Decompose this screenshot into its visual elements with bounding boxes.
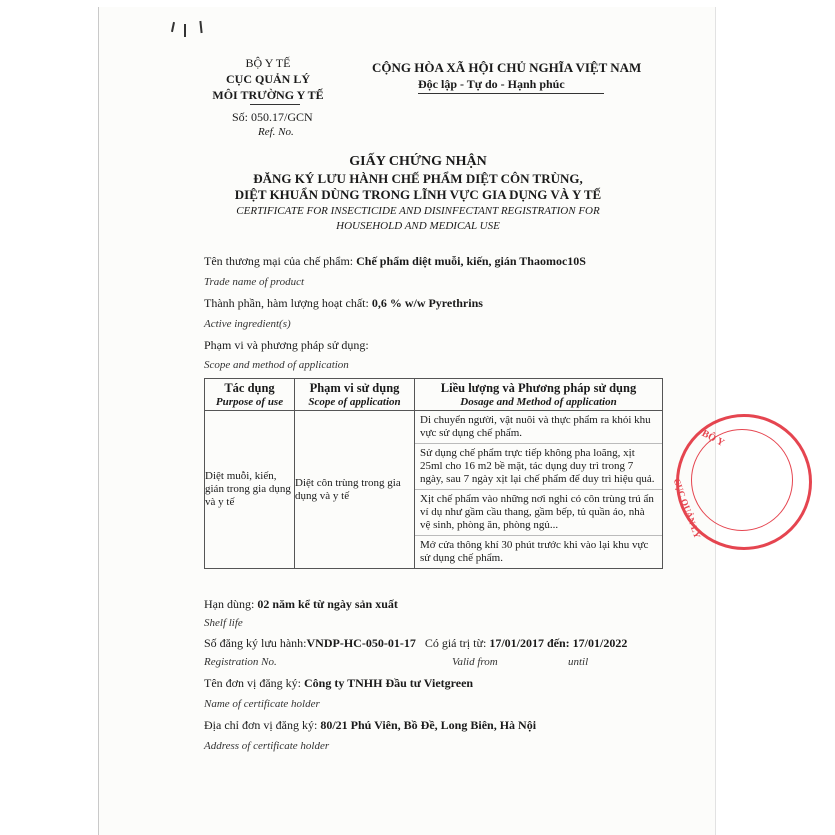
reference-label: Ref. No.	[258, 126, 294, 138]
department-name-line2: MÔI TRƯỜNG Y TẾ	[212, 88, 324, 102]
registration-number: VNDP-HC-050-01-17	[306, 636, 416, 650]
valid-until-label: đến:	[546, 636, 570, 650]
registration-row	[204, 636, 627, 651]
trade-name-en: Trade name of product	[204, 276, 305, 288]
holder-value: Công ty TNHH Đầu tư Vietgreen	[304, 676, 474, 690]
shelf-life-row	[204, 597, 398, 612]
registration-en: Registration No.	[204, 656, 277, 668]
until-en: until	[568, 656, 589, 668]
valid-from-date: 17/01/2017	[489, 636, 544, 650]
certificate-title-en-2: HOUSEHOLD AND MEDICAL USE	[336, 220, 500, 232]
handwritten-mark	[184, 24, 186, 37]
scope-en: Scope and method of application	[204, 359, 349, 371]
certificate-title: GIẤY CHỨNG NHẬN	[349, 154, 487, 169]
scope-cell: Diệt côn trùng trong gia dụng và y tế	[295, 411, 415, 569]
address-value: 80/21 Phú Viên, Bồ Đề, Long Biên, Hà Nội	[320, 718, 537, 732]
registration-label: Số đăng ký lưu hành:	[204, 636, 307, 650]
certificate-subtitle-2: DIỆT KHUẨN DÙNG TRONG LĨNH VỰC GIA DỤNG VÀ Y TẾ	[234, 187, 602, 202]
reference-number: Số: 050.17/GCN	[232, 110, 313, 124]
motto-underline	[418, 93, 604, 94]
table-row	[205, 411, 663, 569]
certificate-subtitle-1: ĐĂNG KÝ LƯU HÀNH CHẾ PHẨM DIỆT CÔN TRÙNG,	[253, 171, 583, 186]
header-dosage: Liều lượng và Phương pháp sử dụng Dosage and Method of application	[415, 379, 663, 411]
dosage-step: Mở cửa thông khí 30 phút trước khi vào lại khu vực sử dụng chế phẩm.	[420, 539, 649, 564]
shelf-life-label: Hạn dùng:	[204, 597, 255, 611]
ingredient-value: 0,6 % w/w Pyrethrins	[371, 296, 483, 310]
national-motto: Độc lập - Tự do - Hạnh phúc	[418, 77, 565, 91]
country-name: CỘNG HÒA XÃ HỘI CHỦ NGHĨA VIỆT NAM	[372, 60, 642, 75]
shelf-life-en: Shelf life	[204, 617, 243, 629]
table-header-row	[205, 379, 663, 411]
holder-en: Name of certificate holder	[204, 698, 320, 710]
seal-text-side: CỤC QUẢN LÝ	[671, 477, 703, 540]
holder-row	[204, 676, 473, 691]
ingredient-row	[204, 296, 483, 311]
ingredient-en: Active ingredient(s)	[204, 318, 291, 330]
header-purpose: Tác dụng Purpose of use	[205, 379, 295, 411]
valid-from-en: Valid from	[452, 656, 498, 668]
ingredient-label: Thành phần, hàm lượng hoạt chất:	[204, 296, 369, 310]
official-seal	[671, 414, 812, 550]
trade-name-value: Chế phẩm diệt muỗi, kiến, gián Thaomoc10S	[356, 254, 586, 268]
dosage-cell	[415, 411, 663, 569]
address-en: Address of certificate holder	[204, 740, 330, 752]
scope-label: Phạm vi và phương pháp sử dụng:	[204, 338, 369, 352]
trade-name-label: Tên thương mại của chế phẩm:	[204, 254, 354, 268]
dosage-step: Xịt chế phẩm vào những nơi nghi có côn trùng trú ẩn ví dụ như gầm cầu thang, gầm bếp, tủ quần áo, nhà vệ sinh, phòng ăn, phòng ngủ...	[415, 490, 662, 536]
valid-until-date: 17/01/2022	[572, 636, 628, 650]
department-name: CỤC QUẢN LÝ	[226, 72, 310, 86]
certificate-title-en-1: CERTIFICATE FOR INSECTICIDE AND DISINFECTANT REGISTRATION FOR	[236, 205, 600, 217]
trade-name-row	[204, 254, 586, 269]
purpose-cell: Diệt muỗi, kiến, gián trong gia dụng và y tế	[205, 411, 295, 569]
shelf-life-value: 02 năm kể từ ngày sản xuất	[257, 597, 398, 611]
header-underline	[250, 104, 300, 105]
seal-text-top: BỘ Y	[699, 428, 727, 449]
address-row	[204, 718, 536, 733]
valid-from-label: Có giá trị từ:	[424, 636, 487, 650]
dosage-step: Sử dụng chế phẩm trực tiếp không pha loãng, xịt 25ml cho 16 m2 bề mặt, tác dụng duy trì trong 7 ngày, sau 7 ngày xịt lại chế phẩm để duy trì hiệu quả.	[415, 444, 662, 490]
address-label: Địa chỉ đơn vị đăng ký:	[204, 718, 318, 732]
scope-table	[204, 378, 663, 569]
ministry-name: BỘ Y TẾ	[245, 56, 291, 70]
dosage-step: Di chuyển người, vật nuôi và thực phẩm ra khỏi khu vực sử dụng chế phẩm.	[415, 411, 662, 444]
header-scope: Phạm vi sử dụng Scope of application	[295, 379, 415, 411]
holder-label: Tên đơn vị đăng ký:	[204, 676, 301, 690]
